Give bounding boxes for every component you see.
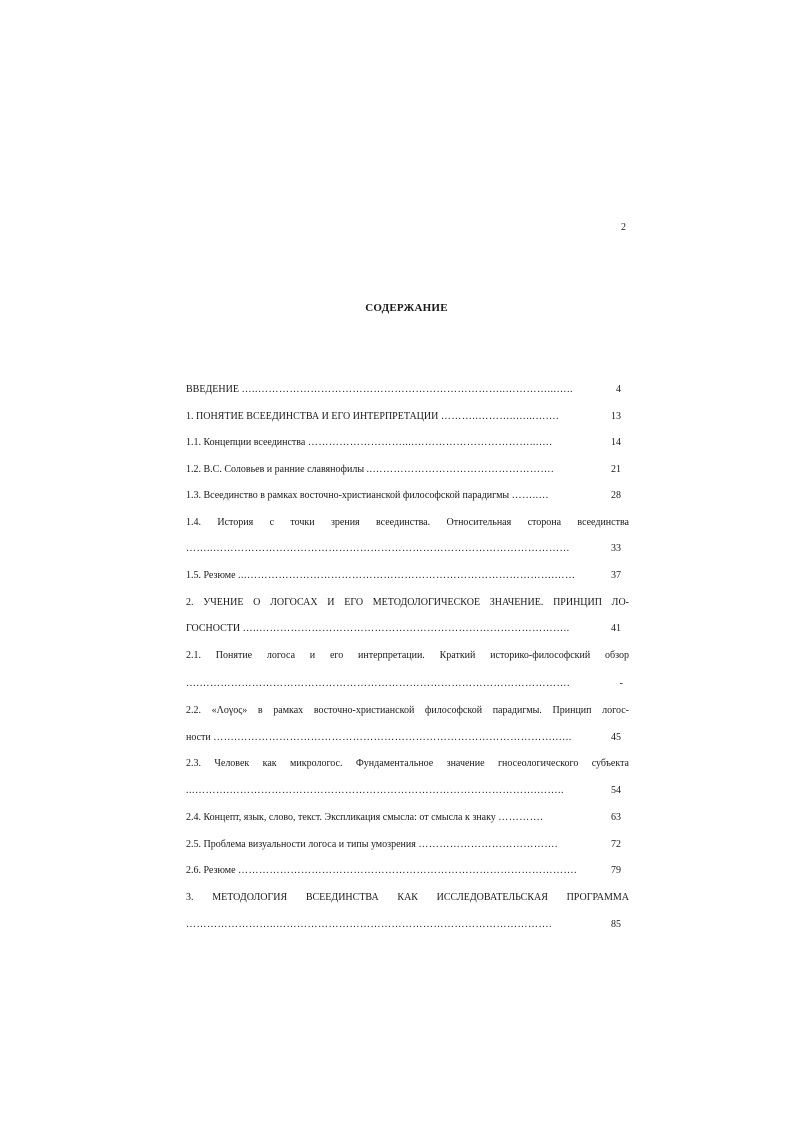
toc-entry-text: 2. УЧЕНИЕ О ЛОГОСАХ И ЕГО МЕТОДОЛОГИЧЕСКОЕ ЗНАЧЕНИЕ. ПРИНЦИП ЛО- [186, 597, 629, 608]
toc-entry-text-continued: ГОСНОСТИ [186, 623, 241, 634]
toc-entry-2-1-leader[interactable] [186, 677, 629, 690]
leader-dots: …………………………………. [418, 839, 558, 850]
toc-entry-introduction[interactable] [186, 383, 629, 396]
toc-entry-text: 2.5. Проблема визуальности логоса и типы умозрения [186, 839, 416, 850]
toc-entry-text: 1.2. В.С. Соловьев и ранние славянофилы [186, 464, 365, 475]
leader-dots: ….……………………………………………………………………………………………. [186, 678, 570, 689]
toc-entry-1-3[interactable] [186, 489, 629, 502]
toc-page-number: 28 [611, 490, 621, 501]
leader-dots: ……………………………………………………………………………………. [238, 865, 578, 876]
leader-dots: ..……………………………………………. [366, 464, 555, 475]
toc-entry-2-2-cont[interactable] [186, 731, 629, 744]
leader-dots: …..…………………………………………………………………………….. [242, 623, 570, 634]
toc-entry-text: 1.4. История с точки зрения всеединства. Относительная сторона всеединства [186, 517, 629, 528]
toc-entry-2-3[interactable] [186, 757, 629, 770]
toc-entry-1-2[interactable] [186, 463, 629, 476]
toc-page-number: 54 [611, 785, 621, 796]
toc-entry-chapter-1[interactable] [186, 410, 629, 423]
toc-page-number: 33 [611, 543, 621, 554]
leader-dots: ……..… [511, 490, 550, 501]
toc-entry-chapter-3-leader[interactable] [186, 918, 629, 931]
toc-entry-text: 1.3. Всеединство в рамках восточно-христианской философской парадигмы [186, 490, 510, 501]
toc-page-number: 63 [611, 812, 621, 823]
toc-page-number: 72 [611, 839, 621, 850]
leader-dots: ……………………..……………………………………………………………………. [186, 919, 552, 930]
toc-entry-text: 3. МЕТОДОЛОГИЯ ВСЕЕДИНСТВА КАК ИССЛЕДОВАТЕЛЬСКАЯ ПРОГРАММА [186, 892, 629, 903]
toc-entry-text: 2.1. Понятие логоса и его интерпретации. Краткий историко-философский обзор [186, 650, 629, 661]
page-title: СОДЕРЖАНИЕ [365, 302, 448, 314]
toc-entry-text: 1. ПОНЯТИЕ ВСЕЕДИНСТВА И ЕГО ИНТЕРПРЕТАЦИИ [186, 411, 439, 422]
leader-dots: ...……….…………………………………………………………………………….…….. [186, 785, 564, 796]
toc-entry-chapter-2-cont[interactable] [186, 622, 629, 635]
toc-page-number: 37 [611, 570, 621, 581]
toc-entry-2-2[interactable] [186, 704, 629, 717]
toc-page-number: 13 [611, 411, 621, 422]
leader-dots: …………. [498, 812, 544, 823]
toc-page-number: 4 [616, 384, 621, 395]
page-number: 2 [621, 222, 626, 233]
toc-entry-1-4-leader[interactable] [186, 542, 629, 555]
toc-entry-1-5[interactable] [186, 569, 629, 582]
toc-entry-text: ВВЕДЕНИЕ [186, 384, 239, 395]
toc-page-number: 79 [611, 865, 621, 876]
toc-page-number: 45 [611, 732, 621, 743]
toc-entry-2-5[interactable] [186, 838, 629, 851]
toc-entry-2-3-leader[interactable] [186, 784, 629, 797]
toc-page-number: 41 [611, 623, 621, 634]
toc-page-number: 14 [611, 437, 621, 448]
toc-entry-1-4[interactable] [186, 516, 629, 529]
toc-page-number: 21 [611, 464, 621, 475]
toc-entry-text: 1.5. Резюме [186, 570, 236, 581]
toc-entry-2-4[interactable] [186, 811, 629, 824]
toc-entry-text: 2.4. Концепт, язык, слово, текст. Экспликация смысла: от смысла к знаку [186, 812, 496, 823]
toc-entry-chapter-2[interactable] [186, 596, 629, 609]
leader-dots: ………..………..…...….… [440, 411, 560, 422]
toc-page-number: 85 [611, 919, 621, 930]
leader-dots: ...…………………………………………………………………………….…… [238, 570, 576, 581]
leader-dots: ……..………………………………………………………………………………………… [186, 543, 570, 554]
toc-entry-2-6[interactable] [186, 864, 629, 877]
toc-entry-text: 2.6. Резюме [186, 865, 236, 876]
leader-dots: ………………………....……………………………...…. [307, 437, 553, 448]
toc-entry-text-continued: ности [186, 732, 211, 743]
toc-page-number: - [619, 678, 623, 689]
toc-entry-1-1[interactable] [186, 436, 629, 449]
toc-entry-text: 1.1. Концепции всеединства [186, 437, 306, 448]
leader-dots: …….……………………………………………………………………………….….. [213, 732, 572, 743]
toc-entry-chapter-3[interactable] [186, 891, 629, 904]
leader-dots: …..……………………………………………………………..…………...….. [241, 384, 573, 395]
toc-entry-text: 2.3. Человек как микрологос. Фундаментальное значение гносеологического субъекта [186, 758, 629, 769]
toc-entry-2-1[interactable] [186, 649, 629, 662]
toc-entry-text: 2.2. «Λογος» в рамках восточно-христианской философской парадигмы. Принцип логос- [186, 705, 629, 716]
